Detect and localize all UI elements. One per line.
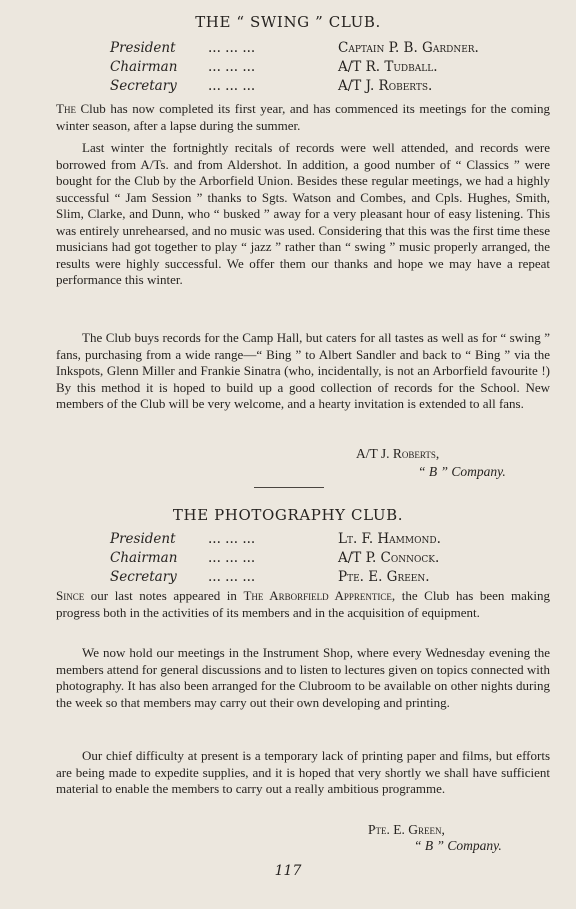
leader-dots: ... ... ... [208,40,256,56]
photography-signature-name [368,822,445,838]
paragraph-text: Club has now completed its first year, and has commenced its meetings for the coming winter season, after a lapse during the summer. [56,101,550,133]
officer-row [110,569,550,588]
lead-word: Since [56,588,85,603]
officer-row [110,550,550,569]
officer-role: Secretary [110,78,177,94]
swing-club-title: THE “ SWING ” CLUB. [195,13,381,31]
swing-signature-company [418,464,506,480]
officer-role: Chairman [110,59,178,75]
leader-dots: ... ... ... [208,550,256,566]
leader-dots: ... ... ... [208,569,256,585]
officer-name: Pte. E. Green. [338,569,430,585]
lead-word: The [56,101,76,116]
leader-dots: ... ... ... [208,78,256,94]
photography-officers-list [110,531,550,588]
officer-name: Captain P. B. Gardner. [338,40,479,56]
officer-row [110,40,550,59]
officer-name: Lt. F. Hammond. [338,531,441,547]
section-divider [254,487,324,488]
officer-row [110,531,550,550]
officer-name: A/T J. Roberts. [338,78,433,94]
officer-name: A/T R. Tudball. [338,59,438,75]
signature-company: “ B ” Company. [414,838,502,853]
page-number: 117 [274,863,302,879]
officer-row [110,59,550,78]
swing-signature-name [356,446,439,462]
officer-role: President [110,531,176,547]
photography-club-title: THE PHOTOGRAPHY CLUB. [172,506,404,524]
leader-dots: ... ... ... [208,59,256,75]
publication-title: The Arborfield Apprentice [243,588,392,603]
officer-role: Secretary [110,569,177,585]
swing-paragraph-3: The Club buys records for the Camp Hall, but caters for all tastes as well as for “ swing ” fans, purchasing from a wide range—“ Bing ” to Albert Sandler and back to “ Bing ” via the Inkspots, Glenn Miller and Frankie Sinatra (who, incidentally, is not an Arborfield favourite !) By this method it is hoped to build up a good collection of records for the School. New members of the Club will be very welcome, and a hearty invitation is extended to all fans. [56,330,550,411]
officer-role: President [110,40,176,56]
officer-row [110,78,550,97]
officer-role: Chairman [110,550,178,566]
swing-paragraph-2: Last winter the fortnightly recitals of records were well attended, and records were borrowed from A/Ts. and from Aldershot. In addition, a good number of “ Classics ” were bought for the Club by the Arborfield Union. Besides these regular meetings, we had a highly successful “ Jam Session ” thanks to Sgts. Watson and Combes, and Cpls. Hughes, Smith, Slim, Clarke, and Dunn, who “ busked ” away for a very pleasant hour of easy listening. This was entirely unrehearsed, and no music was used. Considering that this was the first time these musicians had got together to play “ jazz ” rather than “ swing ” music properly arranged, the results were highly successful. We offer them our thanks and hope we may have a repeat performance this winter. [56,140,550,287]
leader-dots: ... ... ... [208,531,256,547]
photography-paragraph-2: We now hold our meetings in the Instrument Shop, where every Wednesday evening the members attend for general discussions and to listen to lectures given on topics connected with photography. It has also been arranged for the Clubroom to be available on other nights during the week so that members may carry out their own developing and printing. [56,645,550,710]
paragraph-text: our last notes appeared in [84,588,244,603]
paragraph-text: , the Club has been making progress both in the activities of its members and in the acquisition of equipment. [56,588,550,620]
photography-paragraph-3: Our chief difficulty at present is a temporary lack of printing paper and films, but efforts are being made to expedite supplies, and it is hoped that very shortly we shall have sufficient material to enable the members to carry out a really ambitious programme. [56,748,550,796]
officer-name: A/T P. Connock. [338,550,440,566]
signature-name: A/T J. Roberts, [356,446,440,461]
photography-signature-company [414,838,502,854]
signature-company: “ B ” Company. [418,464,506,479]
signature-name: Pte. E. Green, [368,822,445,837]
swing-paragraph-1 [56,101,550,134]
swing-officers-list [110,40,550,97]
photography-paragraph-1 [56,588,550,621]
